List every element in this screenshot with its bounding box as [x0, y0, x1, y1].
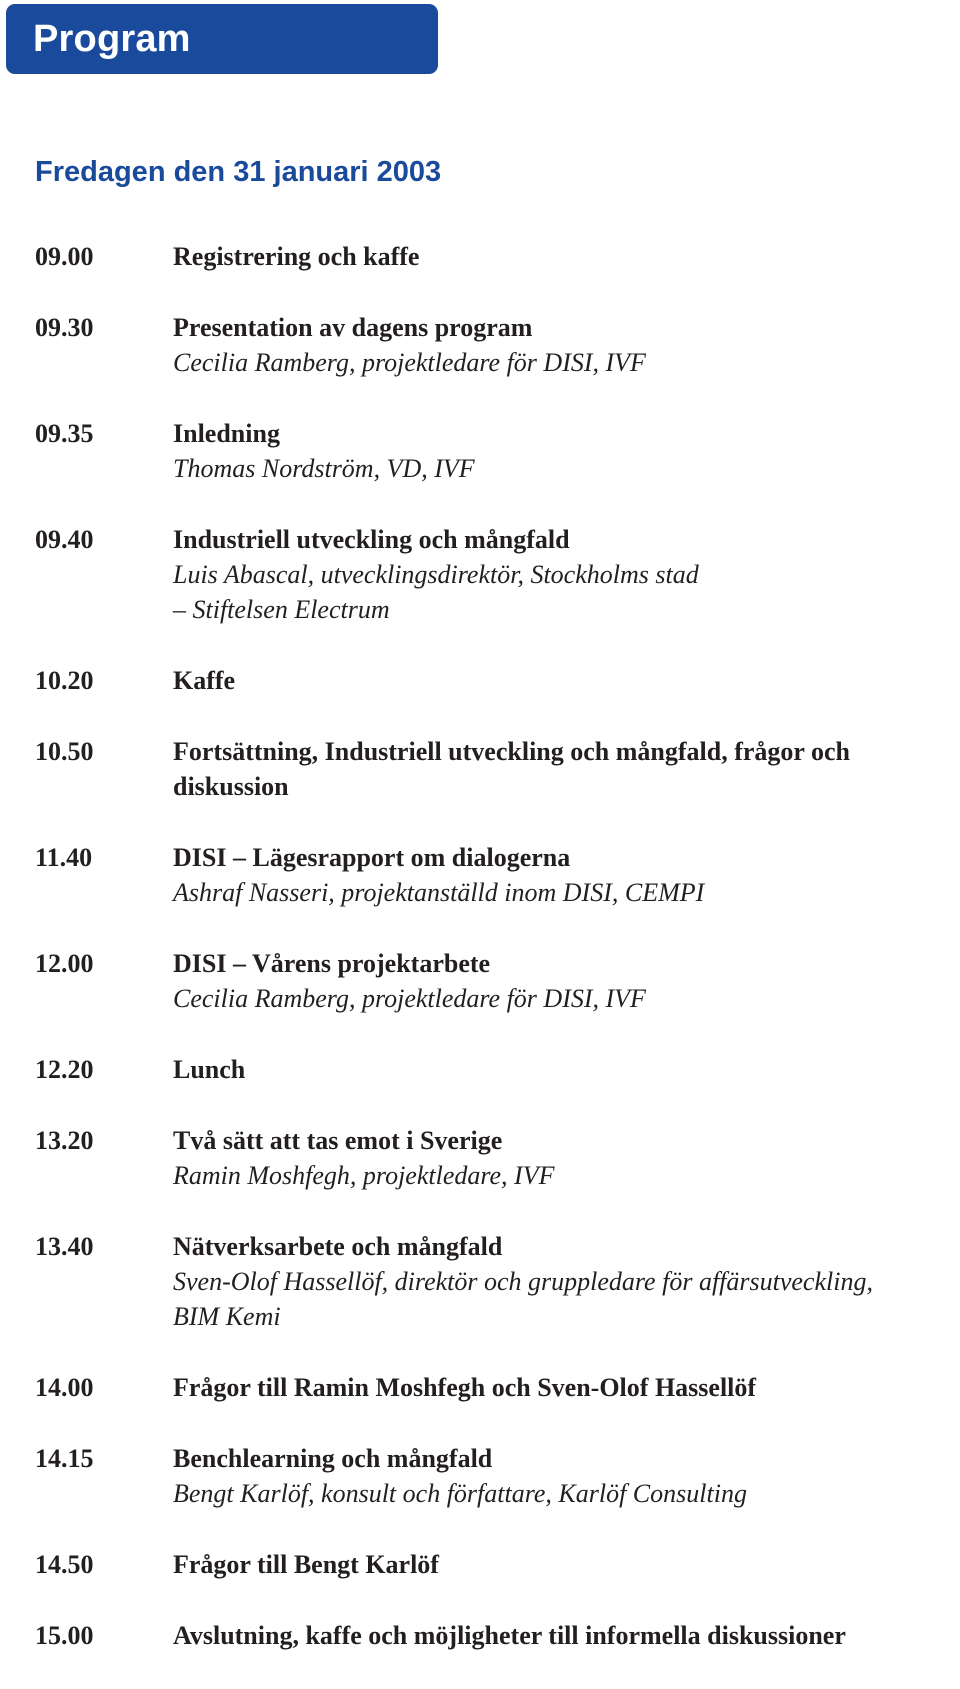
schedule-item: [0, 840, 960, 910]
item-time: 12.00: [35, 949, 94, 978]
item-title: diskussion: [173, 772, 289, 801]
schedule-item: [0, 734, 960, 804]
item-title: Fortsättning, Industriell utveckling och mångfald, frågor och: [173, 737, 850, 766]
schedule-item: [0, 1229, 960, 1334]
item-speaker: Cecilia Ramberg, projektledare för DISI, IVF: [173, 984, 646, 1013]
item-title: DISI – Vårens projektarbete: [173, 949, 491, 978]
item-speaker: Thomas Nordström, VD, IVF: [173, 454, 475, 483]
item-title: Kaffe: [173, 666, 236, 695]
item-title: Frågor till Bengt Karlöf: [173, 1550, 439, 1579]
item-speaker: Luis Abascal, utvecklingsdirektör, Stockholms stad: [173, 560, 699, 589]
item-title: Inledning: [173, 419, 280, 448]
item-time: 10.20: [35, 666, 94, 695]
item-title: Presentation av dagens program: [173, 313, 533, 342]
item-time: 13.40: [35, 1232, 94, 1261]
item-time: 14.15: [35, 1444, 94, 1473]
item-time: 09.40: [35, 525, 94, 554]
item-speaker: – Stiftelsen Electrum: [173, 595, 390, 624]
item-title: Benchlearning och mångfald: [173, 1444, 493, 1473]
item-time: 12.20: [35, 1055, 94, 1084]
item-time: 09.35: [35, 419, 94, 448]
item-time: 14.00: [35, 1373, 94, 1402]
item-title: Frågor till Ramin Moshfegh och Sven-Olof Hassellöf: [173, 1373, 757, 1402]
schedule-item: [0, 1370, 960, 1405]
item-title: Registrering och kaffe: [173, 242, 420, 271]
item-title: Lunch: [173, 1055, 246, 1084]
schedule-item: [0, 239, 960, 274]
item-speaker: Cecilia Ramberg, projektledare för DISI, IVF: [173, 348, 646, 377]
item-title: Två sätt att tas emot i Sverige: [173, 1126, 503, 1155]
schedule-item: [0, 1123, 960, 1193]
item-speaker: Ashraf Nasseri, projektanställd inom DISI, CEMPI: [173, 878, 705, 907]
schedule-item: [0, 1441, 960, 1511]
item-speaker: Bengt Karlöf, konsult och författare, Karlöf Consulting: [173, 1479, 747, 1508]
item-time: 09.00: [35, 242, 94, 271]
schedule-item: [0, 310, 960, 380]
schedule-item: [0, 416, 960, 486]
date-heading: Fredagen den 31 januari 2003: [35, 156, 442, 188]
schedule-item: [0, 522, 960, 627]
page-title: Program: [33, 18, 191, 60]
item-time: 13.20: [35, 1126, 94, 1155]
program-schedule: [0, 239, 960, 1689]
item-time: 14.50: [35, 1550, 94, 1579]
item-time: 11.40: [35, 843, 93, 872]
schedule-item: [0, 663, 960, 698]
schedule-item: [0, 1052, 960, 1087]
item-time: 10.50: [35, 737, 94, 766]
item-time: 15.00: [35, 1621, 94, 1650]
item-title: Avslutning, kaffe och möjligheter till informella diskussioner: [173, 1621, 846, 1650]
item-title: Nätverksarbete och mångfald: [173, 1232, 503, 1261]
item-title: Industriell utveckling och mångfald: [173, 525, 570, 554]
program-title-banner: [6, 4, 438, 74]
item-speaker: Sven-Olof Hassellöf, direktör och gruppledare för affärsutveckling,: [173, 1267, 873, 1296]
schedule-item: [0, 1618, 960, 1653]
item-time: 09.30: [35, 313, 94, 342]
item-title: DISI – Lägesrapport om dialogerna: [173, 843, 571, 872]
schedule-item: [0, 946, 960, 1016]
schedule-item: [0, 1547, 960, 1582]
item-speaker: BIM Kemi: [173, 1302, 281, 1331]
item-speaker: Ramin Moshfegh, projektledare, IVF: [173, 1161, 555, 1190]
